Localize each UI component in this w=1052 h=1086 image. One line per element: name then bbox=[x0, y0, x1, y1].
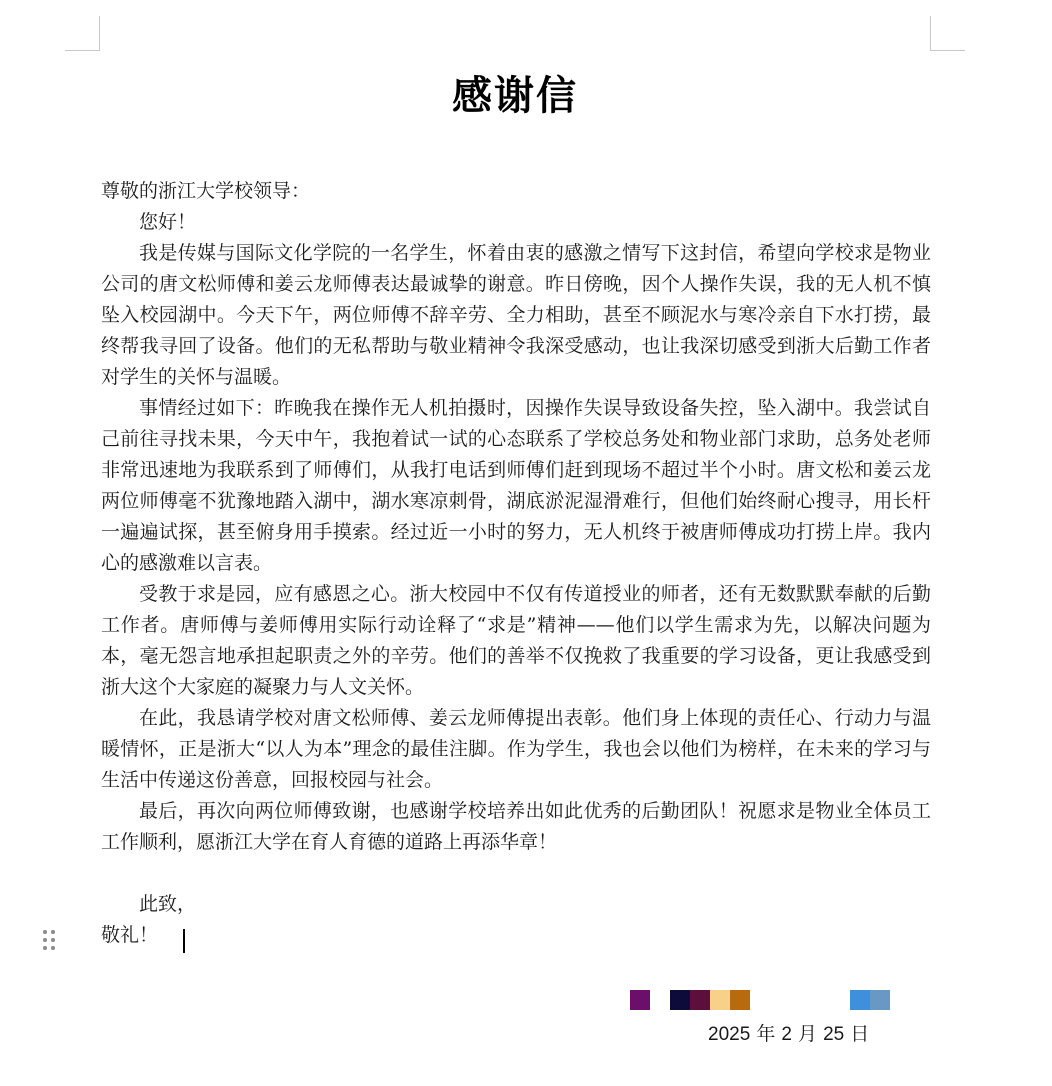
redaction-block-1 bbox=[630, 990, 650, 1010]
letter-greeting: 您好！ bbox=[139, 211, 197, 233]
block-drag-handle-icon[interactable] bbox=[43, 930, 55, 950]
letter-salutation: 尊敬的浙江大学校领导： bbox=[101, 180, 311, 202]
letter-paragraph-5: 最后，再次向两位师傅致谢，也感谢学校培养出如此优秀的后勤团队！祝愿求是物业全体员工工作顺利，愿浙江大学在育人育德的道路上再添华章！ bbox=[101, 800, 931, 853]
date-year-unit: 年 bbox=[756, 1023, 776, 1045]
redaction-block-4 bbox=[710, 990, 730, 1010]
date-year: 2025 bbox=[708, 1024, 751, 1045]
empty-line bbox=[101, 858, 931, 889]
letter-paragraph-3: 受教于求是园，应有感恩之心。浙大校园中不仅有传道授业的师者，还有无数默默奉献的后勤工作者。唐师傅与姜师傅用实际行动诠释了“求是”精神——他们以学生需求为先，以解决问题为本，毫无怨言地承担起职责之外的辛劳。他们的善举不仅挽救了我重要的学习设备，更让我感受到浙大这个大家庭的凝聚力与人文关怀。 bbox=[101, 583, 931, 698]
date-month: 2 bbox=[781, 1024, 792, 1045]
redaction-block-2 bbox=[670, 990, 690, 1010]
letter-closing-2: 敬礼！ bbox=[101, 924, 159, 946]
date-day: 25 bbox=[823, 1024, 845, 1045]
text-cursor bbox=[183, 929, 185, 953]
letter-paragraph-4: 在此，我恳请学校对唐文松师傅、姜云龙师傅提出表彰。他们身上体现的责任心、行动力与温暖情怀，正是浙大“以人为本”理念的最佳注脚。作为学生，我也会以他们为榜样，在未来的学习与生活中传递这份善意，回报校园与社会。 bbox=[101, 707, 931, 791]
letter-paragraph-1: 我是传媒与国际文化学院的一名学生，怀着由衷的感激之情写下这封信，希望向学校求是物业公司的唐文松师傅和姜云龙师傅表达最诚挚的谢意。昨日傍晚，因个人操作失误，我的无人机不慎坠入校园湖中。今天下午，两位师傅不辞辛劳、全力相助，甚至不顾泥水与寒冷亲自下水打捞，最终帮我寻回了设备。他们的无私帮助与敬业精神令我深受感动，也让我深切感受到浙大后勤工作者对学生的关怀与温暖。 bbox=[101, 242, 931, 388]
date-day-unit: 日 bbox=[850, 1023, 870, 1045]
redaction-block-6 bbox=[850, 990, 870, 1010]
redaction-block-5 bbox=[730, 990, 750, 1010]
page-corner-mark-top-left bbox=[65, 16, 100, 51]
letter-date bbox=[708, 1020, 869, 1049]
redaction-block-3 bbox=[690, 990, 710, 1010]
document-title: 感谢信 bbox=[452, 72, 578, 119]
letter-closing-1: 此致， bbox=[139, 893, 197, 915]
letter-body[interactable] bbox=[101, 176, 931, 951]
letter-paragraph-2: 事情经过如下：昨晚我在操作无人机拍摄时，因操作失误导致设备失控，坠入湖中。我尝试自己前往寻找未果，今天中午，我抱着试一试的心态联系了学校总务处和物业部门求助，总务处老师非常迅速地为我联系到了师傅们，从我打电话到师傅们赶到现场不超过半个小时。唐文松和姜云龙两位师傅毫不犹豫地踏入湖中，湖水寒凉刺骨，湖底淤泥湿滑难行，但他们始终耐心搜寻，用长杆一遍遍试探，甚至俯身用手摸索。经过近一小时的努力，无人机终于被唐师傅成功打捞上岸。我内心的感激难以言表。 bbox=[101, 397, 931, 574]
redaction-block-7 bbox=[870, 990, 890, 1010]
date-month-unit: 月 bbox=[798, 1023, 818, 1045]
page-corner-mark-top-right bbox=[930, 16, 965, 51]
